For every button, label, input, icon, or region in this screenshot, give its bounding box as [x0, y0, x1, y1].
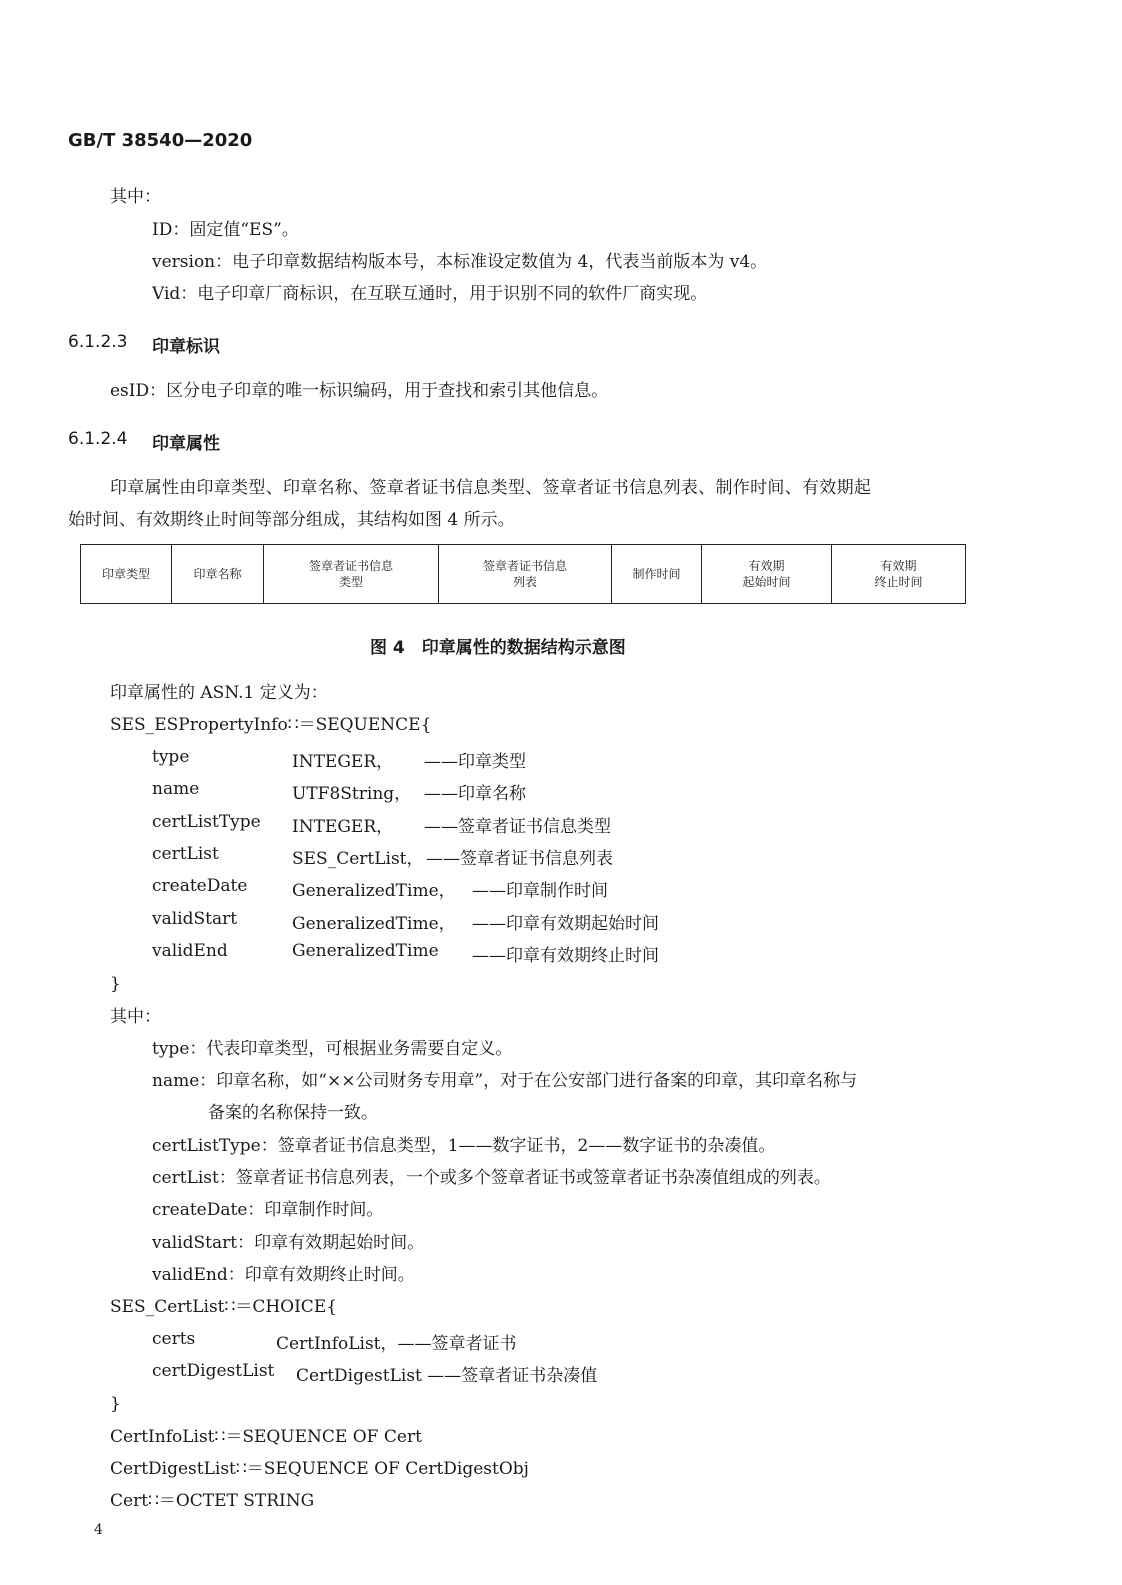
field-type-certlisttype: INTEGER，	[292, 817, 394, 837]
asn1-property-header: SES_ESPropertyInfo∷＝SEQUENCE{	[110, 715, 432, 735]
choice-name-digestlist: certDigestList	[152, 1361, 275, 1381]
section-number-6124: 6.1.2.4	[68, 429, 128, 449]
section-number-6123: 6.1.2.3	[68, 332, 128, 352]
section-title-6123: 印章标识	[152, 337, 220, 357]
type-desc: type：代表印章类型，可根据业务需要自定义。	[152, 1039, 513, 1059]
field-comment-type: ——印章类型	[424, 752, 526, 772]
choice-type-digestlist: CertDigestList ——签章者证书杂凑值	[296, 1366, 598, 1386]
choice-name-certs: certs	[152, 1329, 196, 1349]
asn1-property-close: }	[110, 974, 121, 994]
certdigestlist-def: CertDigestList∷＝SEQUENCE OF CertDigestObj	[110, 1459, 529, 1479]
intro-text-2: 其中：	[110, 1007, 161, 1027]
field-name-certlist: certList	[152, 844, 219, 864]
section-title-6124: 印章属性	[152, 434, 220, 454]
field-comment-validend: ——印章有效期终止时间	[472, 946, 659, 966]
field-comment-validstart: ——印章有效期起始时间	[472, 914, 659, 934]
field-type-validend: GeneralizedTime	[292, 941, 439, 961]
property-paragraph-line2: 始时间、有效期终止时间等部分组成，其结构如图 4 所示。	[68, 510, 515, 530]
field-name-validend: validEnd	[152, 941, 228, 961]
validstart-desc: validStart：印章有效期起始时间。	[152, 1233, 425, 1253]
field-name-certlisttype: certListType	[152, 812, 261, 832]
field-comment-certlisttype: ——签章者证书信息类型	[424, 817, 611, 837]
asn1-intro: 印章属性的 ASN.1 定义为：	[110, 683, 328, 703]
field-type-certlist: SES_CertList，	[292, 849, 424, 869]
field-type-createdate: GeneralizedTime，	[292, 881, 456, 901]
field-comment-name: ——印章名称	[424, 784, 526, 804]
standard-code: GB/T 38540—2020	[68, 130, 253, 151]
figure4-caption: 图 4 印章属性的数据结构示意图	[370, 638, 626, 658]
certlisttype-desc: certListType：签章者证书信息类型，1——数字证书，2——数字证书的杂凑值。	[152, 1136, 776, 1156]
cert-def: Cert∷＝OCTET STRING	[110, 1491, 315, 1511]
field-type-validstart: GeneralizedTime，	[292, 914, 456, 934]
cell-seal-type: 印章类型	[81, 545, 172, 603]
field-comment-createdate: ——印章制作时间	[472, 881, 608, 901]
asn1-certlist-header: SES_CertList∷＝CHOICE{	[110, 1297, 338, 1317]
cell-seal-name: 印章名称	[172, 545, 264, 603]
field-type-name: UTF8String，	[292, 784, 412, 804]
vid-desc: Vid：电子印章厂商标识，在互联互通时，用于识别不同的软件厂商实现。	[152, 284, 708, 304]
cell-valid-start: 有效期 起始时间	[702, 545, 832, 603]
cell-cert-info-list: 签章者证书信息 列表	[439, 545, 612, 603]
cell-cert-info-type: 签章者证书信息 类型	[264, 545, 439, 603]
field-comment-certlist: ——签章者证书信息列表	[426, 849, 613, 869]
field-type-type: INTEGER，	[292, 752, 394, 772]
page-number: 4	[94, 1522, 103, 1538]
figure4-structure-table	[80, 544, 966, 604]
name-desc-line1: name：印章名称，如“××公司财务专用章”，对于在公安部门进行备案的印章，其印章名称与	[152, 1071, 858, 1091]
version-desc: version：电子印章数据结构版本号，本标准设定数值为 4，代表当前版本为 v4。	[152, 252, 768, 272]
field-name-createdate: createDate	[152, 876, 248, 896]
createdate-desc: createDate：印章制作时间。	[152, 1200, 384, 1220]
cell-create-time: 制作时间	[612, 545, 702, 603]
property-paragraph-line1: 印章属性由印章类型、印章名称、签章者证书信息类型、签章者证书信息列表、制作时间、有效期起	[110, 478, 872, 498]
esid-desc: esID：区分电子印章的唯一标识编码，用于查找和索引其他信息。	[110, 381, 609, 401]
field-name-validstart: validStart	[152, 909, 238, 929]
name-desc-line2: 备案的名称保持一致。	[208, 1103, 378, 1123]
validend-desc: validEnd：印章有效期终止时间。	[152, 1265, 415, 1285]
cell-valid-end: 有效期 终止时间	[874, 559, 923, 589]
certlist-desc: certList：签章者证书信息列表，一个或多个签章者证书或签章者证书杂凑值组成的列表。	[152, 1168, 831, 1188]
choice-type-certs: CertInfoList，——签章者证书	[276, 1334, 517, 1354]
certinfolist-def: CertInfoList∷＝SEQUENCE OF Cert	[110, 1427, 422, 1447]
id-desc: ID：固定值“ES”。	[152, 220, 299, 240]
intro-text: 其中：	[110, 187, 161, 207]
asn1-certlist-close: }	[110, 1394, 121, 1414]
field-name-type: type	[152, 747, 190, 767]
field-name-name: name	[152, 779, 200, 799]
